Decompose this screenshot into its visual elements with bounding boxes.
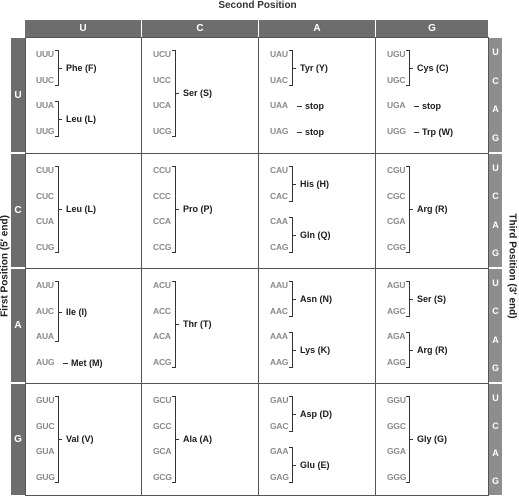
amino-acid-label: Tyr (Y): [300, 62, 328, 73]
codon-label: ACG: [153, 356, 172, 367]
codon-label: CAG: [270, 241, 289, 252]
third-position-bar-u: [489, 38, 502, 152]
codon-label: AGC: [387, 305, 406, 316]
codon-label: AAG: [270, 356, 289, 367]
codon-label: CCG: [153, 241, 172, 252]
codon-label: UAC: [270, 74, 288, 85]
third-position-letter-u: U: [492, 392, 499, 403]
codon-label: UAG: [270, 125, 289, 136]
third-position-letter-a: A: [492, 219, 499, 230]
codon-group-bracket: [289, 281, 293, 317]
codon-group-bracket: [406, 396, 410, 483]
codon-group-bracket: [406, 166, 410, 253]
codon-label: ACC: [153, 305, 171, 316]
single-codon-dash: [414, 132, 419, 133]
codon-label: UUA: [36, 100, 54, 110]
codon-label: UUU: [36, 49, 54, 59]
codon-group-bracket: [55, 396, 59, 483]
amino-acid-label: stop: [305, 126, 324, 137]
amino-acid-label: Ser (S): [417, 293, 447, 304]
codon-group-bracket: [55, 281, 59, 342]
codon-label: UGC: [387, 74, 406, 85]
codon-group-bracket: [55, 166, 59, 253]
third-position-bar-c: [489, 154, 502, 267]
codon-label: GAA: [270, 446, 289, 456]
codon-label: UGU: [387, 49, 406, 59]
codon-label: CAU: [270, 165, 288, 175]
codon-label: UGA: [387, 100, 406, 110]
third-position-letter-c: C: [492, 306, 499, 317]
third-position-bar-a: [489, 269, 502, 382]
codon-label: GCC: [153, 420, 172, 431]
codon-label: CGA: [387, 216, 406, 226]
codon-label: UAU: [270, 49, 288, 59]
codon-label: GUG: [36, 471, 55, 482]
third-position-label: Third Position (3′ end): [506, 213, 518, 319]
first-position-label: First Position (5′ end): [0, 215, 11, 317]
third-position-letter-u: U: [492, 163, 499, 174]
amino-acid-label: Leu (L): [66, 113, 96, 124]
amino-acid-label: Ser (S): [183, 88, 213, 99]
second-position-title: Second Position: [218, 0, 297, 11]
codon-label: GGA: [387, 446, 406, 456]
codon-label: ACA: [153, 331, 171, 341]
amino-acid-label: Pro (P): [183, 204, 213, 215]
amino-acid-label: Ile (I): [66, 306, 88, 317]
column-header-u: U: [25, 20, 142, 37]
codon-label: AAU: [270, 280, 288, 290]
codon-label: GGU: [387, 395, 406, 405]
codon-group-bracket: [289, 332, 293, 368]
third-position-letter-u: U: [492, 47, 499, 58]
amino-acid-label: Ala (A): [183, 434, 212, 445]
amino-acid-label: stop: [422, 101, 441, 111]
row-header-a: A: [11, 269, 25, 382]
amino-acid-label: Arg (R): [417, 204, 448, 215]
third-position-letter-g: G: [491, 362, 499, 373]
codon-label: UCU: [153, 49, 171, 59]
amino-acid-label: Asp (D): [300, 408, 332, 419]
codon-group-bracket: [55, 50, 59, 86]
codon-label: GCA: [153, 446, 172, 456]
codon-label: CGG: [387, 241, 406, 252]
codon-group-bracket: [172, 396, 176, 483]
codon-group-bracket: [406, 332, 410, 368]
third-position-letter-a: A: [492, 448, 499, 459]
codon-label: UCC: [153, 74, 171, 85]
amino-acid-label: Leu (L): [66, 204, 96, 215]
codon-group-bracket: [406, 281, 410, 317]
codon-label: AGA: [387, 331, 406, 341]
codon-label: GCG: [153, 471, 172, 482]
codon-label: GAC: [270, 420, 289, 431]
amino-acid-label: Cys (C): [417, 62, 449, 73]
third-position-letter-c: C: [492, 75, 499, 86]
codon-label: UCA: [153, 100, 171, 110]
codon-group-bracket: [289, 447, 293, 483]
codon-label: CAC: [270, 190, 288, 201]
third-position-letter-a: A: [492, 334, 499, 345]
codon-label: CUA: [36, 216, 54, 226]
single-codon-dash: [297, 132, 302, 133]
third-position-letter-c: C: [492, 420, 499, 431]
codon-label: UGG: [387, 125, 406, 136]
single-codon-dash: [63, 363, 68, 364]
amino-acid-label: Gln (Q): [300, 229, 331, 240]
codon-label: AAA: [270, 331, 288, 341]
codon-group-bracket: [172, 50, 176, 137]
third-position-letter-g: G: [491, 476, 499, 487]
amino-acid-label: Thr (T): [183, 319, 212, 330]
third-position-letter-a: A: [492, 104, 499, 115]
codon-label: CCU: [153, 165, 171, 175]
third-position-bar-g: [489, 384, 502, 495]
codon-label: AUG: [36, 356, 55, 367]
row-header-c: C: [11, 154, 25, 267]
amino-acid-label: His (H): [300, 178, 329, 189]
codon-label: GUA: [36, 446, 55, 456]
codon-label: AGG: [387, 356, 406, 367]
codon-label: UUC: [36, 74, 54, 85]
codon-label: AGU: [387, 280, 406, 290]
codon-label: CGU: [387, 165, 406, 175]
row-header-g: G: [11, 384, 25, 495]
row-header-u: U: [11, 38, 25, 152]
column-header-c: C: [142, 20, 259, 37]
single-codon-dash: [414, 106, 419, 107]
codon-label: UAA: [270, 100, 288, 110]
third-position-letter-c: C: [492, 191, 499, 202]
codon-label: GCU: [153, 395, 172, 405]
amino-acid-label: Asn (N): [300, 293, 332, 304]
column-header-a: A: [259, 20, 376, 37]
third-position-letter-u: U: [492, 278, 499, 289]
amino-acid-label: Val (V): [66, 434, 94, 445]
codon-label: GAU: [270, 395, 289, 405]
codon-label: AUU: [36, 280, 54, 290]
codon-group-bracket: [289, 50, 293, 86]
amino-acid-label: stop: [305, 101, 324, 111]
codon-group-bracket: [289, 166, 293, 202]
amino-acid-label: Met (M): [71, 357, 103, 368]
codon-label: CUG: [36, 241, 55, 252]
codon-label: UCG: [153, 125, 172, 136]
third-position-letter-g: G: [491, 247, 499, 258]
single-codon-dash: [297, 106, 302, 107]
codon-label: ACU: [153, 280, 171, 290]
codon-label: CUC: [36, 190, 54, 201]
amino-acid-label: Trp (W): [422, 126, 453, 137]
codon-label: AAC: [270, 305, 288, 316]
third-position-letter-g: G: [491, 132, 499, 143]
amino-acid-label: Arg (R): [417, 344, 448, 355]
codon-group-bracket: [172, 281, 176, 368]
codon-label: GUC: [36, 420, 55, 431]
codon-label: AUC: [36, 305, 54, 316]
amino-acid-label: Phe (F): [66, 62, 97, 73]
amino-acid-label: Glu (E): [300, 459, 330, 470]
codon-group-bracket: [289, 396, 293, 432]
codon-group-bracket: [55, 101, 59, 137]
codon-label: AUA: [36, 331, 54, 341]
codon-label: GGG: [387, 471, 407, 482]
codon-group-bracket: [172, 166, 176, 253]
codon-group-bracket: [289, 217, 293, 253]
codon-label: CUU: [36, 165, 54, 175]
codon-label: UUG: [36, 125, 55, 136]
codon-label: CGC: [387, 190, 406, 201]
codon-group-bracket: [406, 50, 410, 86]
amino-acid-label: Gly (G): [417, 434, 448, 445]
codon-label: CCC: [153, 190, 171, 201]
codon-label: GGC: [387, 420, 406, 431]
codon-label: GUU: [36, 395, 55, 405]
codon-label: GAG: [270, 471, 289, 482]
column-header-g: G: [376, 20, 489, 37]
codon-label: CCA: [153, 216, 171, 226]
amino-acid-label: Lys (K): [300, 344, 331, 355]
codon-label: CAA: [270, 216, 288, 226]
